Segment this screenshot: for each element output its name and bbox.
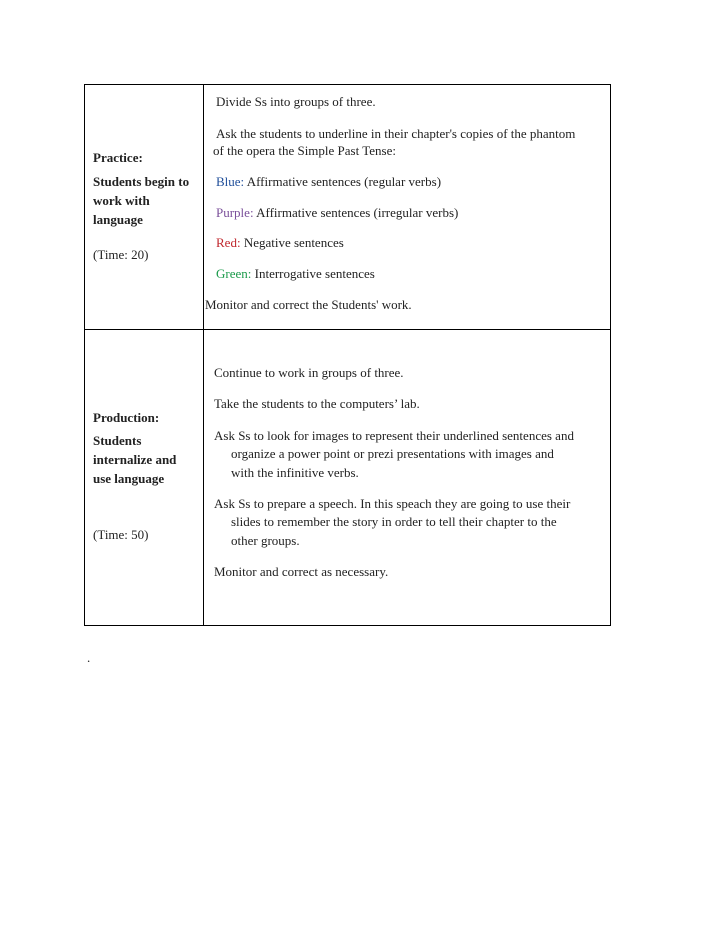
production-item-4-cont2: other groups. — [231, 533, 300, 548]
production-subtitle-line2: internalize and — [93, 452, 177, 467]
color-instruction-purple — [216, 205, 458, 221]
color-label-green: Green: — [216, 266, 252, 281]
footer-mark: . — [87, 650, 91, 665]
color-text-red: Negative sentences — [240, 235, 344, 250]
color-label-purple: Purple: — [216, 205, 254, 220]
table-column-divider — [203, 84, 204, 626]
practice-subtitle-line1: Students begin to — [93, 174, 190, 189]
color-instruction-red — [216, 235, 344, 251]
practice-item-2: Ask the students to underline in their chapter's copies of the phantom — [216, 126, 576, 141]
color-text-green: Interrogative sentences — [251, 266, 375, 281]
production-heading: Production: — [93, 410, 160, 425]
practice-subtitle-line2: work with — [93, 193, 150, 208]
color-instruction-green — [216, 266, 375, 282]
practice-time: (Time: 20) — [93, 247, 149, 262]
production-time: (Time: 50) — [93, 527, 149, 542]
practice-heading: Practice: — [93, 150, 143, 165]
color-label-blue: Blue: — [216, 174, 245, 189]
color-text-purple: Affirmative sentences (irregular verbs) — [253, 205, 459, 220]
table-left-border — [84, 84, 85, 626]
table-right-border — [610, 84, 611, 626]
production-item-3-cont1: organize a power point or prezi presentations with images and — [231, 446, 554, 461]
production-subtitle-line1: Students — [93, 433, 142, 448]
production-item-1: Continue to work in groups of three. — [214, 365, 404, 380]
table-top-border — [84, 84, 611, 85]
table-row-divider — [84, 329, 611, 330]
production-item-3-cont2: with the infinitive verbs. — [231, 465, 359, 480]
production-monitor: Monitor and correct as necessary. — [214, 564, 389, 579]
production-item-3: Ask Ss to look for images to represent their underlined sentences and — [214, 428, 574, 443]
table-bottom-border — [84, 625, 611, 626]
color-label-red: Red: — [216, 235, 241, 250]
production-item-2: Take the students to the computers’ lab. — [214, 396, 420, 411]
production-item-4-cont1: slides to remember the story in order to tell their chapter to the — [231, 514, 557, 529]
color-text-blue: Affirmative sentences (regular verbs) — [244, 174, 442, 189]
practice-item-1: Divide Ss into groups of three. — [216, 94, 376, 109]
production-item-4: Ask Ss to prepare a speech. In this speach they are going to use their — [214, 496, 571, 511]
color-instruction-blue — [216, 174, 441, 190]
production-subtitle-line3: use language — [93, 471, 165, 486]
practice-monitor: Monitor and correct the Students' work. — [205, 297, 412, 312]
practice-item-2-cont: of the opera the Simple Past Tense: — [213, 143, 396, 158]
practice-subtitle-line3: language — [93, 212, 143, 227]
